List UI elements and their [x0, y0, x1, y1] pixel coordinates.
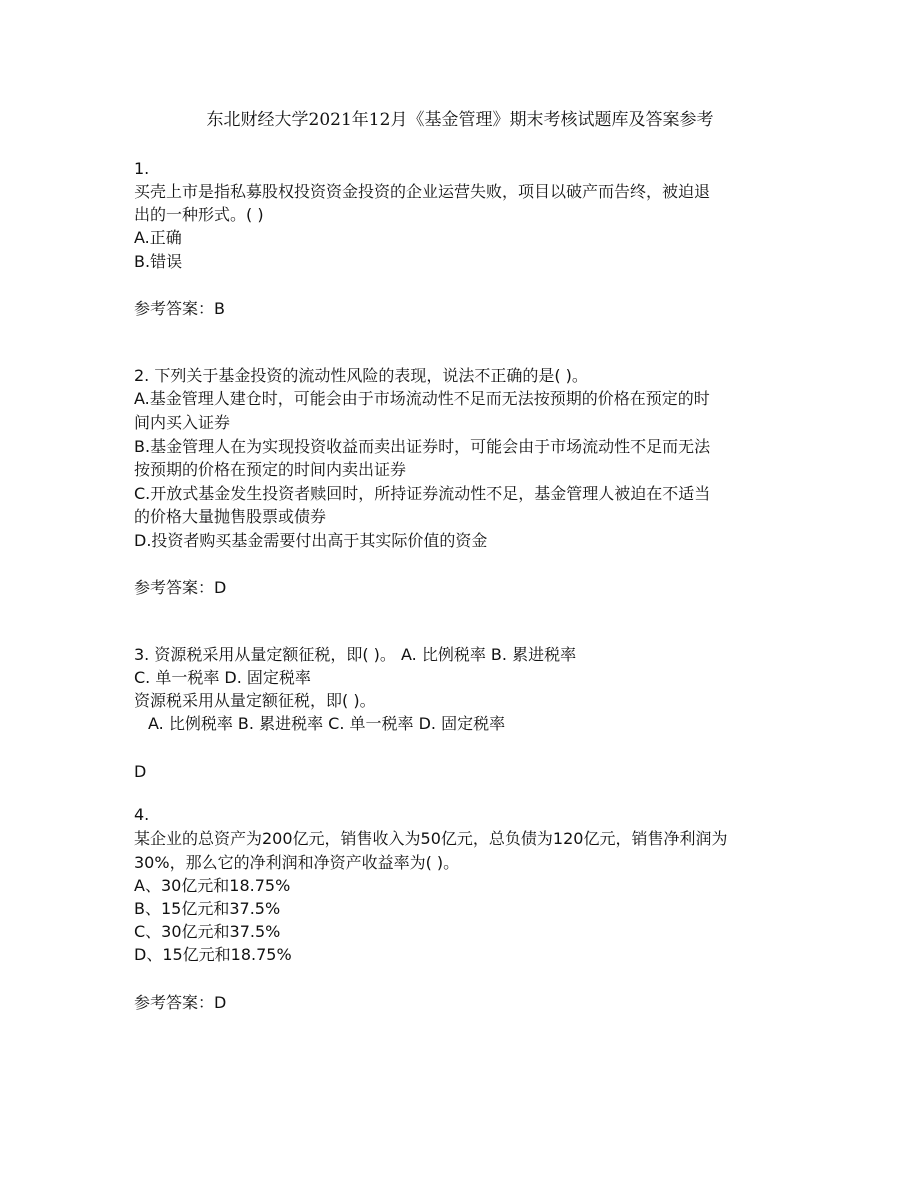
q1-option-b: B.错误 [134, 252, 183, 271]
q2-answer: 参考答案：D [134, 578, 227, 597]
q1-stem-line1: 买壳上市是指私募股权投资资金投资的企业运营失败，项目以破产而告终，被迫退 [134, 182, 711, 201]
q2-option-c-line1: C.开放式基金发生投资者赎回时，所持证券流动性不足，基金管理人被迫在不适当 [134, 484, 711, 503]
q2-option-b-line2: 按预期的价格在预定的时间内卖出证券 [134, 460, 407, 479]
q2-option-d: D.投资者购买基金需要付出高于其实际价值的资金 [134, 531, 488, 550]
q2-option-a-line1: A.基金管理人建仓时，可能会由于市场流动性不足而无法按预期的价格在预定的时 [134, 389, 710, 408]
q2-stem: 2. 下列关于基金投资的流动性风险的表现，说法不正确的是( )。 [134, 366, 588, 385]
q1-option-a: A.正确 [134, 228, 182, 247]
q4-option-b: B、15亿元和37.5% [134, 899, 281, 918]
q1-number: 1. [134, 159, 150, 178]
q4-stem-line2: 30%，那么它的净利润和净资产收益率为( )。 [134, 853, 460, 872]
q3-stem-line1: 3. 资源税采用从量定额征税，即( )。 A. 比例税率 B. 累进税率 [134, 645, 577, 664]
document-title: 东北财经大学2021年12月《基金管理》期末考核试题库及答案参考 [206, 110, 714, 130]
q2-option-a-line2: 间内买入证券 [134, 413, 231, 432]
q2-option-c-line2: 的价格大量抛售股票或债券 [134, 507, 327, 526]
q1-stem-line2: 出的一种形式。( ) [134, 205, 264, 224]
q1-answer: 参考答案：B [134, 299, 225, 318]
q4-option-a: A、30亿元和18.75% [134, 876, 291, 895]
q4-stem-line1: 某企业的总资产为200亿元，销售收入为50亿元，总负债为120亿元，销售净利润为 [134, 829, 728, 848]
q4-option-d: D、15亿元和18.75% [134, 945, 292, 964]
q3-stem-line3: 资源税采用从量定额征税，即( )。 [134, 691, 376, 710]
q4-number: 4. [134, 805, 150, 824]
q3-answer: D [134, 762, 147, 781]
q4-answer: 参考答案：D [134, 993, 227, 1012]
q2-option-b-line1: B.基金管理人在为实现投资收益而卖出证券时，可能会由于市场流动性不足而无法 [134, 437, 711, 456]
q3-stem-line2: C. 单一税率 D. 固定税率 [134, 668, 311, 687]
q4-option-c: C、30亿元和37.5% [134, 922, 281, 941]
q3-options-line: A. 比例税率 B. 累进税率 C. 单一税率 D. 固定税率 [148, 714, 506, 733]
